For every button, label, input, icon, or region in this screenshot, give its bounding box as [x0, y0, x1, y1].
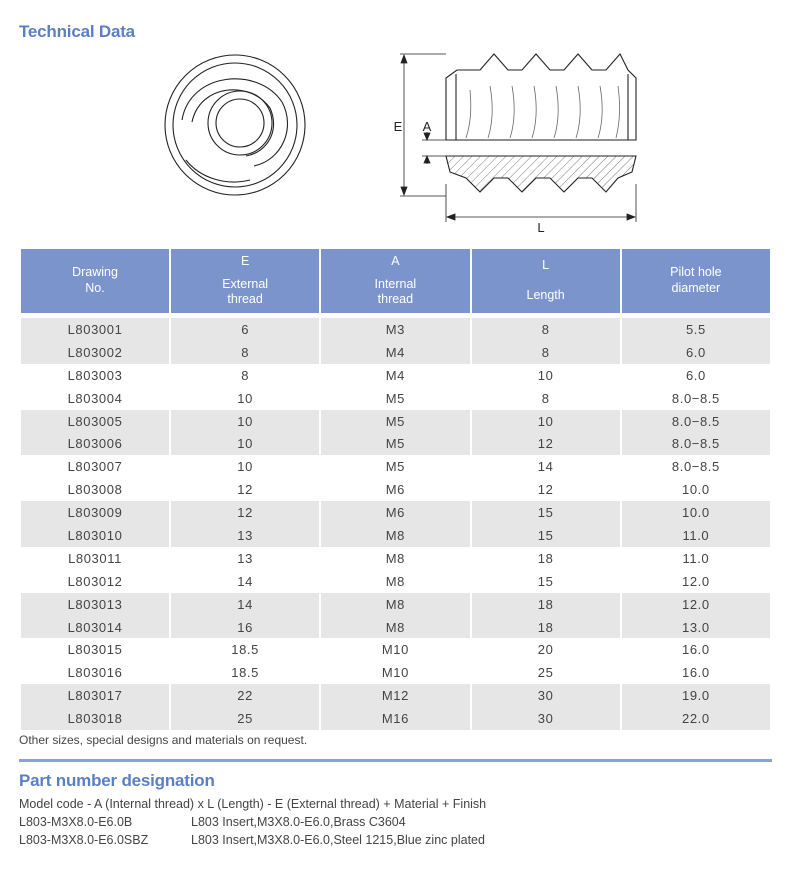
cell-drawing-no: L803005: [21, 410, 169, 433]
cell-drawing-no: L803014: [21, 616, 169, 639]
table-header-row: [21, 249, 770, 313]
col-header-length: L Length: [472, 249, 620, 313]
cell-internal-thread: M5: [321, 432, 469, 455]
cell-drawing-no: L803008: [67, 482, 123, 498]
technical-drawing: [0, 0, 790, 250]
dimension-l-label: L: [537, 220, 545, 235]
cell-length: 18: [537, 550, 554, 566]
cell-length: 18: [472, 616, 620, 639]
cell-length: 8: [541, 390, 550, 406]
cell-length: 8: [472, 318, 620, 341]
cell-length: 14: [537, 459, 554, 475]
table-row: [21, 341, 770, 364]
cell-drawing-no: L803018: [21, 707, 169, 730]
cell-external-thread: 18.5: [231, 665, 259, 681]
table-row: [21, 616, 770, 639]
cell-external-thread: 10: [171, 432, 319, 455]
cell-drawing-no: L803004: [67, 390, 123, 406]
cell-pilot-hole: 11.0: [682, 550, 710, 566]
example-code: L803-M3X8.0-E6.0SBZ: [19, 833, 149, 847]
dimension-e-label: E: [393, 119, 403, 134]
cell-internal-thread: M6: [385, 482, 405, 498]
cell-internal-thread: M3: [321, 318, 469, 341]
cell-pilot-hole: 6.0: [622, 341, 770, 364]
col-header-drawing-no: Drawing No.: [21, 249, 169, 313]
cell-internal-thread: M6: [321, 501, 469, 524]
cell-length: 15: [472, 501, 620, 524]
table-row: [21, 478, 770, 501]
cell-external-thread: 13: [171, 524, 319, 547]
col-header-internal-thread: A Internal thread: [321, 249, 469, 313]
cell-drawing-no: L803007: [67, 459, 123, 475]
cell-external-thread: 18.5: [231, 642, 259, 658]
cell-internal-thread: M5: [385, 459, 405, 475]
table-row: [21, 547, 770, 570]
cell-drawing-no: L803010: [21, 524, 169, 547]
cell-pilot-hole: 8.0−8.5: [671, 459, 720, 475]
cell-external-thread: 12: [171, 501, 319, 524]
col-header-pilot-hole: Pilot hole diameter: [622, 249, 770, 313]
cell-length: 18: [472, 593, 620, 616]
table-row: [21, 570, 770, 593]
cell-external-thread: 13: [237, 550, 253, 566]
cell-external-thread: 16: [171, 616, 319, 639]
cell-length: 30: [472, 707, 620, 730]
cell-pilot-hole: 22.0: [622, 707, 770, 730]
cell-pilot-hole: 16.0: [682, 642, 710, 658]
example-line: [19, 815, 406, 829]
cell-internal-thread: M8: [385, 550, 405, 566]
cell-internal-thread: M12: [321, 684, 469, 707]
table-row: [21, 684, 770, 707]
cell-length: 12: [472, 432, 620, 455]
example-desc: L803 Insert,M3X8.0-E6.0,Brass C3604: [191, 815, 406, 829]
table-body: [21, 318, 770, 730]
cell-drawing-no: L803003: [67, 367, 123, 383]
cell-internal-thread: M5: [385, 390, 405, 406]
cell-external-thread: 10: [171, 410, 319, 433]
table-row: [21, 593, 770, 616]
cell-drawing-no: L803006: [21, 432, 169, 455]
cell-internal-thread: M8: [321, 524, 469, 547]
specification-table: [19, 249, 772, 730]
cell-length: 8: [472, 341, 620, 364]
cell-external-thread: 10: [237, 459, 253, 475]
cell-length: 15: [537, 573, 554, 589]
cell-drawing-no: L803009: [21, 501, 169, 524]
cell-pilot-hole: 8.0−8.5: [671, 390, 720, 406]
cell-length: 10: [537, 367, 554, 383]
cell-internal-thread: M8: [321, 616, 469, 639]
part-number-title: Part number designation: [19, 771, 215, 790]
table-row: [21, 524, 770, 547]
cell-drawing-no: L803012: [67, 573, 123, 589]
cell-drawing-no: L803016: [67, 665, 123, 681]
cell-pilot-hole: 12.0: [682, 573, 710, 589]
cell-pilot-hole: 13.0: [622, 616, 770, 639]
cell-external-thread: 8: [241, 367, 250, 383]
table-row: [21, 455, 770, 478]
cell-external-thread: 10: [237, 390, 253, 406]
table-row: [21, 707, 770, 730]
example-code: L803-M3X8.0-E6.0B: [19, 815, 133, 829]
availability-note: Other sizes, special designs and materials on request.: [19, 733, 308, 747]
table-row: [21, 432, 770, 455]
end-view-drawing: [165, 55, 305, 195]
cell-drawing-no: L803015: [67, 642, 123, 658]
cell-external-thread: 12: [237, 482, 253, 498]
cell-length: 15: [472, 524, 620, 547]
cell-pilot-hole: 10.0: [682, 482, 710, 498]
example-line: [19, 833, 485, 847]
cell-length: 10: [472, 410, 620, 433]
example-desc: L803 Insert,M3X8.0-E6.0,Steel 1215,Blue zinc plated: [191, 833, 485, 847]
cell-pilot-hole: 5.5: [622, 318, 770, 341]
col-header-external-thread: E External thread: [171, 249, 319, 313]
cell-pilot-hole: 12.0: [622, 593, 770, 616]
cell-drawing-no: L803011: [68, 550, 122, 566]
cell-drawing-no: L803013: [21, 593, 169, 616]
cell-internal-thread: M4: [321, 341, 469, 364]
table-row: [21, 410, 770, 433]
cell-length: 12: [537, 482, 554, 498]
cell-internal-thread: M10: [381, 642, 409, 658]
cell-pilot-hole: 11.0: [622, 524, 770, 547]
dimension-a-label: A: [422, 119, 432, 134]
cell-pilot-hole: 10.0: [622, 501, 770, 524]
cell-external-thread: 22: [171, 684, 319, 707]
cell-external-thread: 14: [237, 573, 253, 589]
cell-external-thread: 25: [171, 707, 319, 730]
cell-drawing-no: L803001: [21, 318, 169, 341]
technical-data-title: Technical Data: [19, 22, 135, 41]
cell-length: 25: [537, 665, 554, 681]
side-view-drawing: [446, 54, 636, 192]
table-row: [21, 318, 770, 341]
cell-pilot-hole: 16.0: [682, 665, 710, 681]
table-row: [21, 638, 770, 661]
cell-pilot-hole: 6.0: [685, 367, 706, 383]
cell-internal-thread: M8: [321, 593, 469, 616]
cell-internal-thread: M5: [321, 410, 469, 433]
section-divider: [19, 759, 772, 762]
model-code-text: Model code - A (Internal thread) x L (Length) - E (External thread) + Material + Finish: [19, 797, 487, 811]
cell-internal-thread: M4: [385, 367, 405, 383]
cell-external-thread: 6: [171, 318, 319, 341]
table-row: [21, 661, 770, 684]
table-row: [21, 364, 770, 387]
cell-external-thread: 14: [171, 593, 319, 616]
cell-length: 30: [472, 684, 620, 707]
cell-pilot-hole: 8.0−8.5: [622, 432, 770, 455]
cell-length: 20: [537, 642, 554, 658]
cell-internal-thread: M16: [321, 707, 469, 730]
cell-pilot-hole: 19.0: [622, 684, 770, 707]
cell-pilot-hole: 8.0−8.5: [622, 410, 770, 433]
cell-external-thread: 8: [171, 341, 319, 364]
cell-internal-thread: M8: [385, 573, 405, 589]
cell-drawing-no: L803017: [21, 684, 169, 707]
table-row: [21, 387, 770, 410]
table-row: [21, 501, 770, 524]
cell-drawing-no: L803002: [21, 341, 169, 364]
cell-internal-thread: M10: [381, 665, 409, 681]
